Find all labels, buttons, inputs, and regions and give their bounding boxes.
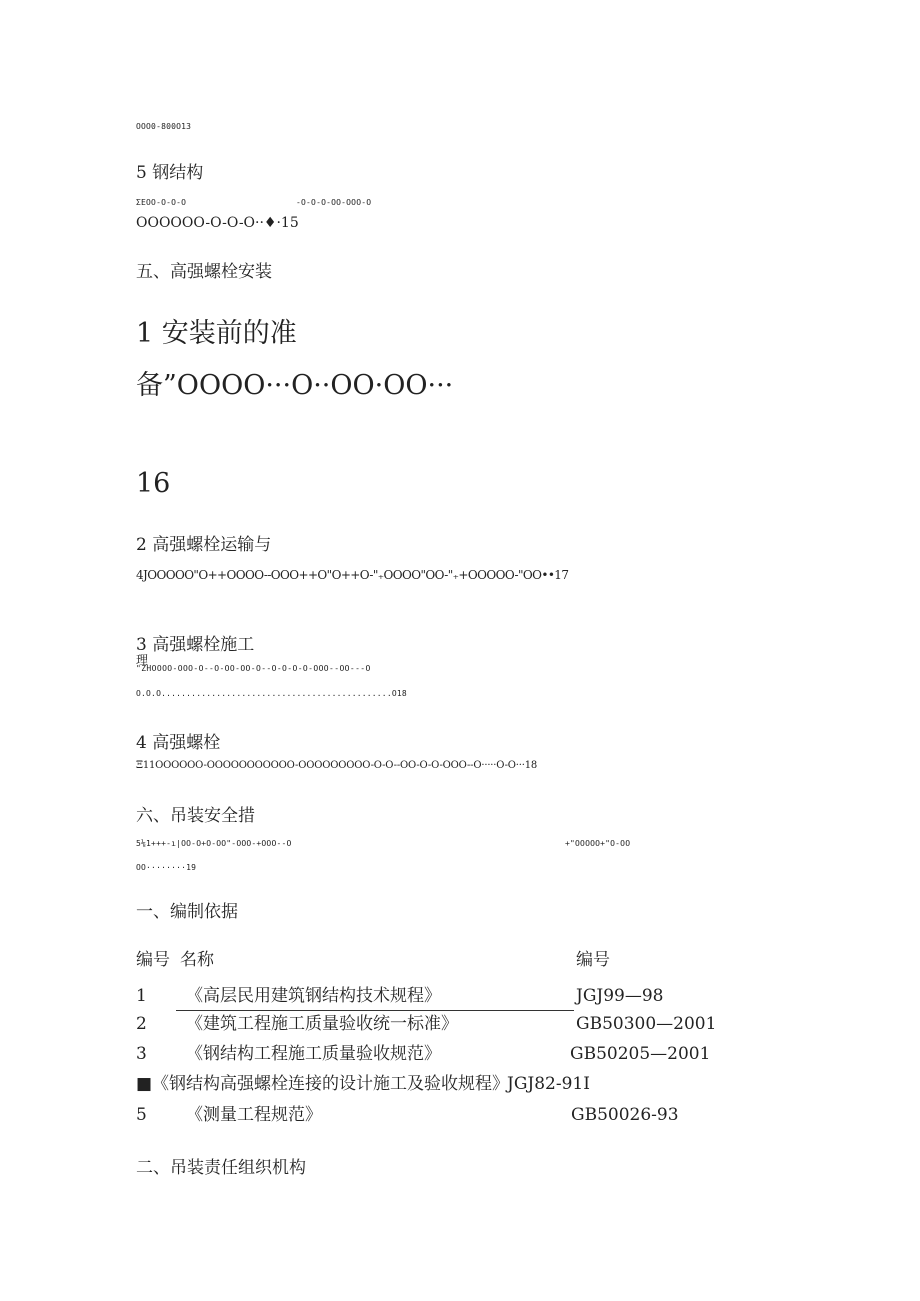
toc-prep-title-cont: 备”OOOO···O··OO·OO··· [136,370,454,401]
section-1-title: 一、编制依据 [136,902,238,922]
row-code: JGJ82-91I [507,1074,590,1094]
toc-construction-page: O.O.O..............................................O18 [136,689,407,698]
header-no: 编号 [136,950,170,970]
toc-safety-dots: 5⅛1+++-ı|OO-O+O-OO"-OOO-+OOO--O [136,839,292,848]
row-no-bullet: ■ [136,1074,153,1094]
toc-prep-page: 16 [136,468,171,499]
row-name: 《高层民用建筑钢结构技术规程》 [186,986,441,1006]
row-underline [176,1010,574,1011]
toc-bolt-4-dots: Ξ11OOOOOO-OOOOOOOOOOO-OOOOOOOOO-O-O--OO-O-O-OOO--O·····O-O···18 [136,760,538,771]
header-name: 名称 [180,950,214,970]
row-no: 1 [136,986,147,1006]
toc-prep-title: 1 安装前的准 [136,318,297,349]
row-no: 2 [136,1014,147,1034]
row-no: 3 [136,1044,147,1064]
section-2-title: 二、吊装责任组织机构 [136,1158,306,1178]
toc-safety-dots: +"OOOOO+"O-OO [565,839,631,848]
toc-bolt-4: 4 高强螺栓 [136,733,221,753]
toc-dots: -O-O-O-OO-OOO-O [296,198,372,207]
toc-transport: 2 高强螺栓运输与 [136,535,272,555]
row-name: 《建筑工程施工质量验收统一标准》 [186,1014,458,1034]
row-name: 《钢结构高强螺栓连接的设计施工及验收规程》 [152,1074,509,1094]
toc-steel-page: OOOOOO-O-O-O··♦·15 [136,215,299,231]
header-code: 编号 [576,950,610,970]
row-code: GB50026-93 [571,1105,679,1125]
row-no: 5 [136,1105,147,1125]
toc-section-6: 六、吊装安全措 [136,806,255,826]
row-code: JGJ99—98 [576,986,664,1006]
toc-line: OOO0-800O13 [136,122,192,131]
row-code: GB50205—2001 [570,1044,711,1064]
toc-construction-dots: "ZHOOOO-OOO-O--O-OO-OO-O--O-O-O-O-OOO--OO---O [136,664,371,673]
toc-dots: ΣEOO-O-O-O [136,198,187,207]
row-name: 《测量工程规范》 [186,1105,322,1125]
toc-transport-dots: 4JOOOOO"O++OOOO--OOO++O"O++O-"₊OOOO"OO-"₊+OOOOO-"OO••17 [136,568,569,582]
toc-construction: 3 高强螺栓施工 [136,635,255,655]
toc-construction-sub: 理 [136,653,149,667]
row-name: 《钢结构工程施工质量验收规范》 [186,1044,441,1064]
row-code: GB50300—2001 [576,1014,717,1034]
toc-safety-page: OO········19 [136,863,197,872]
toc-steel-structure: 5 钢结构 [136,163,204,183]
toc-section-5: 五、高强螺栓安装 [136,262,272,282]
